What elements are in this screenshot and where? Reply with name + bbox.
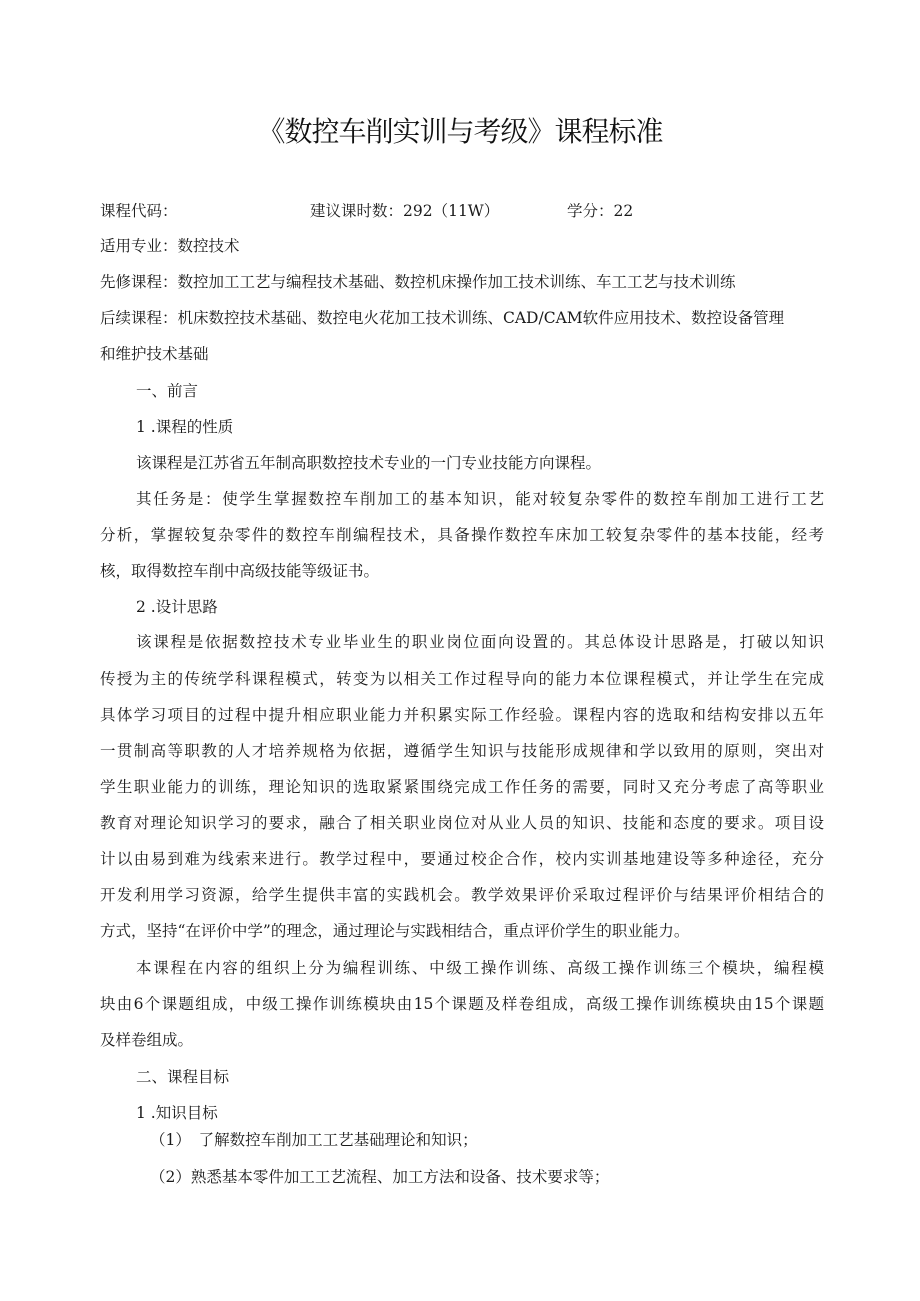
paragraph-line: 教育对理论知识学习的要求，融合了相关职业岗位对从业人员的知识、技能和态度的要求。项目设: [100, 814, 824, 832]
paragraph-line: 传授为主的传统学科课程模式，转变为以相关工作过程导向的能力本位课程模式，并让学生在完成: [100, 670, 824, 688]
subheading-course-nature: 1 .课程的性质: [136, 418, 234, 436]
paragraph-line: 块由6个课题组成，中级工操作训练模块由15个课题及样卷组成，高级工操作训练模块由15个课题: [100, 995, 824, 1013]
paragraph: 该课程是江苏省五年制高职数控技术专业的一门专业技能方向课程。: [136, 454, 602, 472]
paragraph-line: 学生职业能力的训练，理论知识的选取紧紧围绕完成工作任务的需要，同时又充分考虑了高等职业: [100, 778, 824, 796]
applicable-major: 适用专业：数控技术: [100, 237, 240, 255]
paragraph-line: 开发利用学习资源，给学生提供丰富的实践机会。教学效果评价采取过程评价与结果评价相结合的: [100, 886, 824, 904]
prerequisite-courses: 先修课程：数控加工工艺与编程技术基础、数控机床操作加工技术训练、车工工艺与技术训练: [100, 273, 736, 291]
paragraph-line: 计以由易到难为线索来进行。教学过程中，要通过校企合作，校内实训基地建设等多种途径，充分: [100, 850, 824, 868]
suggested-hours: 建议课时数：292（11W）: [310, 202, 500, 220]
credits: 学分：22: [567, 202, 634, 220]
list-item: （1） 了解数控车削加工工艺基础理论和知识；: [150, 1131, 478, 1149]
paragraph-line: 该课程是依据数控技术专业毕业生的职业岗位面向设置的。其总体设计思路是，打破以知识: [136, 633, 824, 651]
subheading-knowledge-goals: 1 .知识目标: [136, 1104, 218, 1122]
paragraph-line: 本课程在内容的组织上分为编程训练、中级工操作训练、高级工操作训练三个模块，编程模: [136, 959, 824, 977]
course-code-label: 课程代码：: [100, 202, 178, 220]
paragraph-line: 分析，掌握较复杂零件的数控车削编程技术，具备操作数控车床加工较复杂零件的基本技能，经考: [100, 526, 824, 544]
paragraph-line: 其任务是：使学生掌握数控车削加工的基本知识，能对较复杂零件的数控车削加工进行工艺: [136, 490, 824, 508]
paragraph-line: 一贯制高等职教的人才培养规格为依据，遵循学生知识与技能形成规律和学以致用的原则，突出对: [100, 742, 824, 760]
follow-up-courses-cont: 和维护技术基础: [100, 345, 209, 363]
subheading-design-approach: 2 .设计思路: [136, 598, 218, 616]
paragraph-line: 具体学习项目的过程中提升相应职业能力并积累实际工作经验。课程内容的选取和结构安排以五年: [100, 706, 824, 724]
paragraph-line: 方式，坚持“在评价中学”的理念，通过理论与实践相结合，重点评价学生的职业能力。: [100, 922, 690, 940]
document-title: 《数控车削实训与考级》课程标准: [257, 115, 663, 148]
list-item: （2）熟悉基本零件加工工艺流程、加工方法和设备、技术要求等；: [150, 1168, 610, 1186]
paragraph-line: 核，取得数控车削中高级技能等级证书。: [100, 562, 380, 580]
section-heading-course-goals: 二、课程目标: [136, 1068, 230, 1086]
follow-up-courses: 后续课程：机床数控技术基础、数控电火花加工技术训练、CAD/CAM软件应用技术、数控设备管理: [100, 309, 785, 327]
section-heading-preface: 一、前言: [136, 382, 199, 400]
paragraph-line: 及样卷组成。: [100, 1031, 194, 1049]
